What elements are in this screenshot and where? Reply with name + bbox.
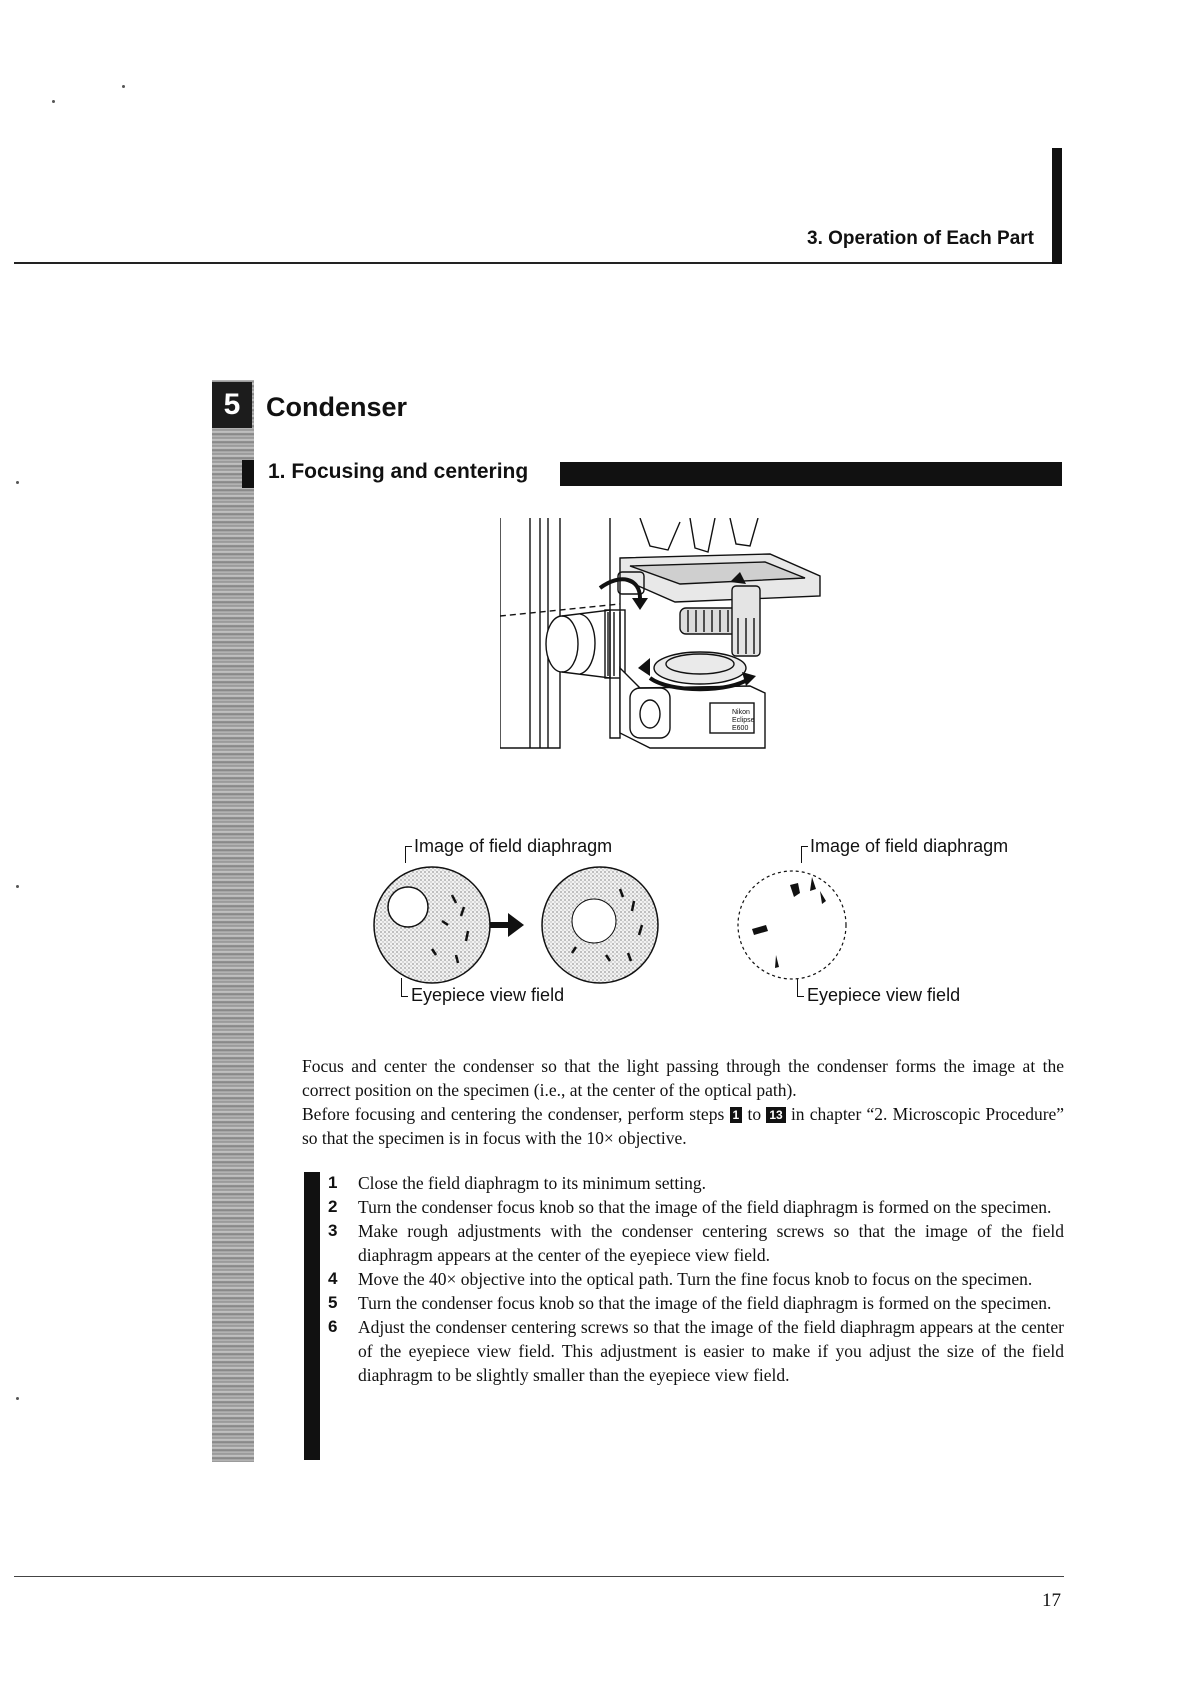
left-image-of-field-diaphragm-label: Image of field diaphragm [414, 836, 613, 856]
page-number: 17 [1042, 1590, 1061, 1611]
intro-text: in chapter “2. Microscopic Procedure” so that the specimen is in focus with the 10× objective. [302, 1104, 1065, 1148]
step-number: 6 [328, 1317, 338, 1336]
step-text: Turn the condenser focus knob so that the image of the field diaphragm is formed on the specimen. [358, 1293, 1052, 1313]
scan-speck [16, 885, 19, 888]
intro-text: to [747, 1104, 762, 1124]
badge-text-line: E600 [732, 725, 749, 732]
scan-speck [52, 100, 55, 103]
microscope-illustration [500, 518, 830, 800]
intro-text: Before focusing and centering the condenser, perform steps [302, 1104, 725, 1124]
badge-text-line: Nikon [732, 709, 750, 716]
right-eyepiece-view-field-label: Eyepiece view field [807, 985, 961, 1005]
header-tab-marker [1052, 148, 1062, 264]
section-side-strip [212, 380, 254, 1462]
procedure-step [328, 1267, 1064, 1291]
intro-paragraph: Focus and center the condenser so that the light passing through the condenser forms the image at the correct position on the specimen (i.e., at the center of the optical path). [302, 1056, 1064, 1100]
step-text: Move the 40× objective into the optical path. Turn the fine focus knob to focus on the specimen. [358, 1269, 1033, 1289]
procedure-step [328, 1291, 1064, 1315]
badge-text-line: Eclipse [732, 717, 755, 724]
subsection-marker [242, 460, 254, 488]
eyepiece-field-off-center [374, 867, 490, 983]
eyepiece-field-centered [542, 867, 658, 983]
eyepiece-field-focused [738, 871, 846, 979]
step-text: Close the field diaphragm to its minimum setting. [358, 1173, 707, 1193]
steps-side-bar [304, 1172, 320, 1460]
field-diaphragm-diagrams [372, 855, 912, 995]
footer-rule [14, 1576, 1064, 1577]
step-number: 2 [328, 1197, 338, 1216]
step-number: 1 [328, 1173, 338, 1192]
scan-speck [122, 85, 125, 88]
procedure-step [328, 1171, 1064, 1195]
step-number: 3 [328, 1221, 338, 1240]
step-text: Turn the condenser focus knob so that the image of the field diaphragm is formed on the specimen. [358, 1197, 1052, 1217]
step-number: 4 [328, 1269, 338, 1288]
scan-speck [16, 481, 19, 484]
section-number-badge: 5 [212, 382, 252, 428]
step-text: Adjust the condenser centering screws so that the image of the field diaphragm appears at the center of the eyepiece view field. This adjustment is easier to make if you adjust the size of the field diaphragm to be slightly smaller than the eyepiece view field. [358, 1317, 1064, 1385]
procedure-step [328, 1315, 1064, 1387]
intro-paragraph-steps-reference [302, 1102, 1064, 1150]
header-rule [14, 262, 1054, 264]
subsection-bar [560, 462, 1062, 486]
subsection-title: 1. Focusing and centering [268, 460, 529, 483]
procedure-steps [328, 1171, 1064, 1387]
right-image-of-field-diaphragm-label: Image of field diaphragm [810, 836, 1009, 856]
section-title: Condenser [266, 392, 408, 422]
arrow-head-icon [508, 913, 524, 937]
scan-speck [16, 1397, 19, 1400]
step-number: 5 [328, 1293, 338, 1312]
running-header: 3. Operation of Each Part [807, 228, 1034, 249]
procedure-step [328, 1219, 1064, 1267]
step-reference-badge: 13 [766, 1107, 785, 1123]
left-eyepiece-view-field-label: Eyepiece view field [411, 985, 565, 1005]
procedure-step [328, 1195, 1064, 1219]
step-reference-badge: 1 [730, 1107, 743, 1123]
step-text: Make rough adjustments with the condenser centering screws so that the image of the field diaphragm appears at the center of the eyepiece view field. [358, 1221, 1064, 1265]
